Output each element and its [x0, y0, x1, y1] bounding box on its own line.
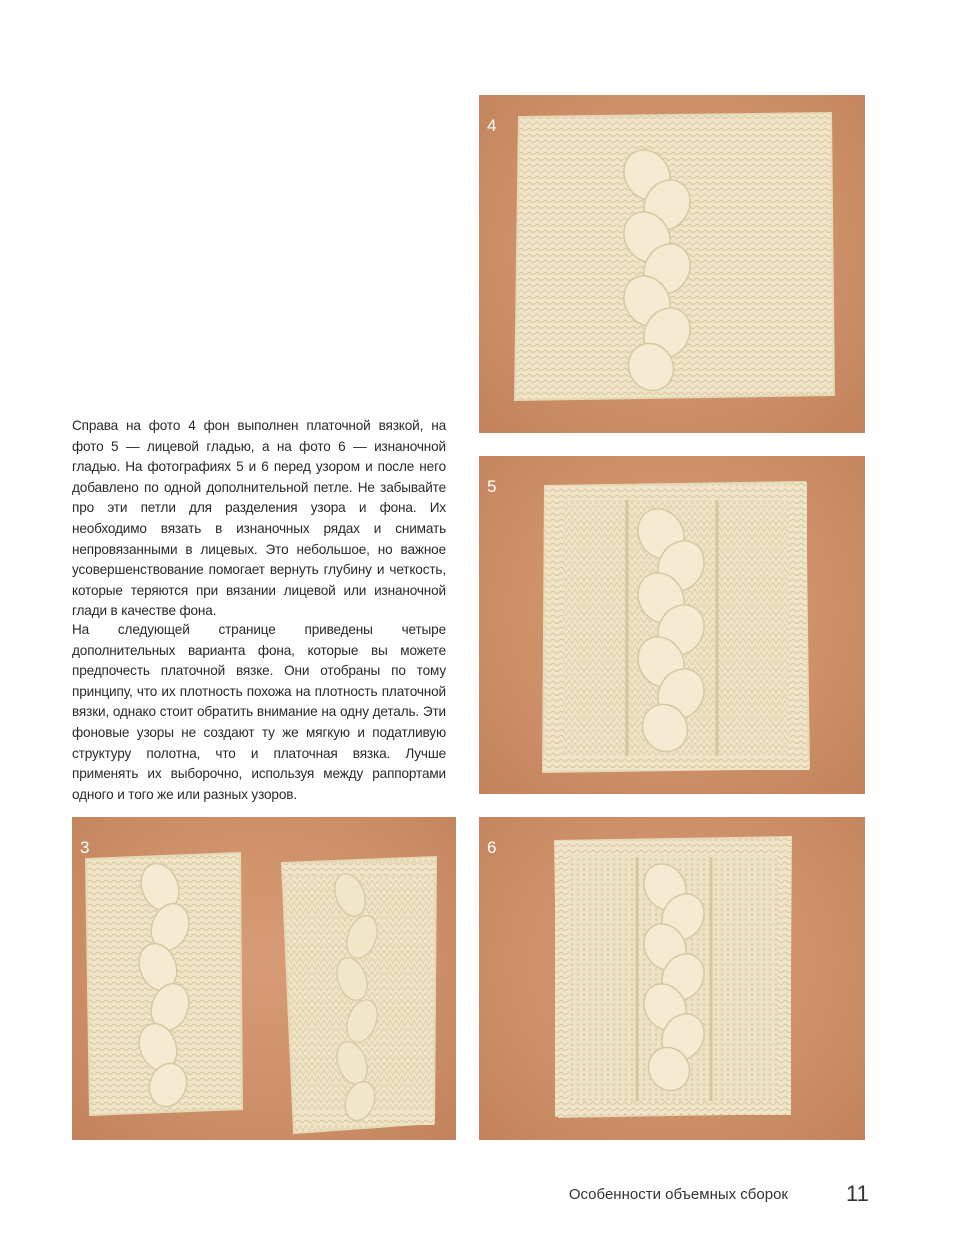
photo-5 [479, 456, 865, 794]
body-paragraph-2: На следующей странице приведены четыре дополнительных варианта фона, которые вы можете предпочесть платочной вязке. Они отобраны по тому принципу, что их плотность похожа на плотность платочной вязки, однако стоит обратить внимание на одну деталь. Эти фоновые узоры не создают ту же мягкую и податливую структуру полотна, что и платочная вязка. Лучше применять их выборочно, используя между раппортами одного и того же или разных узоров. [72, 622, 446, 802]
page-number: 11 [846, 1181, 869, 1206]
running-footer-title: Особенности объемных сборок [568, 1186, 788, 1203]
knit-swatches-pair [72, 817, 456, 1140]
photo-6 [479, 817, 865, 1140]
photo-number-4: 4 [487, 116, 497, 135]
body-paragraph-1: Справа на фото 4 фон выполнен платочной вязкой, на фото 5 — лицевой гладью, а на фото 6 — изнаночной гладью. На фотографиях 5 и 6 перед узором и после него добавлено по одной дополнительной петле. Не забывайте про эти петли для разделения узора и фона. Их необходимо вязать в изнаночных рядах и снимать непровязанными в лицевых. Это небольшое, но важное усовершенствование помогает вернуть глубину и четкость, которые теряются при вязании лицевой или изнаночной глади в качестве фона. [72, 418, 446, 619]
photo-number-6: 6 [487, 838, 497, 857]
photo-3 [72, 817, 456, 1140]
photo-number-5: 5 [487, 477, 497, 496]
knit-swatch-stockinette-background [479, 456, 865, 794]
knit-swatch-reverse-stockinette-background [479, 817, 865, 1140]
photo-number-3: 3 [80, 838, 90, 857]
knit-swatch-garter-background [479, 95, 865, 433]
photo-4 [479, 95, 865, 433]
